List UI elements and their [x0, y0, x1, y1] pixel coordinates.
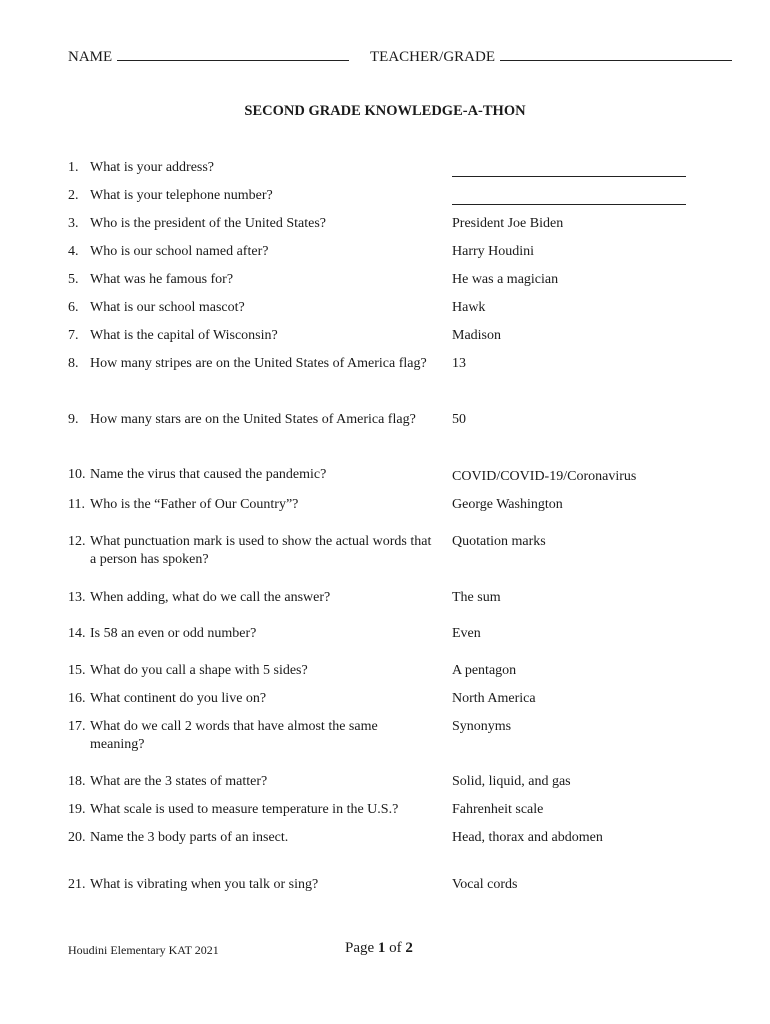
name-field[interactable] [68, 46, 349, 66]
answer-17: Synonyms [452, 719, 512, 734]
answer-15: A pentagon [452, 663, 517, 678]
question-number: 19. [68, 802, 86, 817]
answer-14: Even [452, 626, 481, 641]
question-number: 9. [68, 412, 79, 427]
answer-2-blank-line[interactable] [452, 204, 686, 205]
question-number: 8. [68, 356, 79, 371]
question-number: 21. [68, 877, 86, 892]
question-number: 2. [68, 188, 79, 203]
question-number: 11. [68, 497, 85, 512]
question-text: What are the 3 states of matter? [90, 774, 268, 789]
question-17 [68, 718, 438, 754]
question-number: 6. [68, 300, 79, 315]
answer-7: Madison [452, 328, 501, 343]
page-total: 2 [405, 940, 413, 956]
of-word: of [389, 940, 402, 956]
question-10 [68, 466, 438, 484]
question-21 [68, 876, 438, 894]
answer-10: COVID/COVID-19/Coronavirus [452, 469, 637, 484]
teacher-grade-blank-line[interactable] [500, 46, 732, 61]
question-number: 3. [68, 216, 79, 231]
question-text: What is our school mascot? [90, 300, 245, 315]
question-text: What is vibrating when you talk or sing? [90, 877, 319, 892]
question-number: 1. [68, 160, 79, 175]
question-text: What is your telephone number? [90, 188, 273, 203]
question-text: What punctuation mark is used to show the actual words that a person has spoken? [90, 534, 432, 567]
question-text: What scale is used to measure temperature in the U.S.? [90, 802, 399, 817]
name-label: NAME [68, 49, 113, 65]
question-11 [68, 496, 438, 514]
question-8 [68, 355, 438, 373]
question-text: What was he famous for? [90, 272, 234, 287]
answer-3: President Joe Biden [452, 216, 564, 231]
answer-6: Hawk [452, 300, 486, 315]
question-number: 13. [68, 590, 86, 605]
question-number: 10. [68, 467, 86, 482]
question-text: When adding, what do we call the answer? [90, 590, 331, 605]
answer-11: George Washington [452, 497, 563, 512]
question-18 [68, 773, 438, 791]
question-text: Who is our school named after? [90, 244, 269, 259]
page-current: 1 [377, 940, 386, 956]
footer-school-label: Houdini Elementary KAT 2021 [68, 943, 219, 957]
answer-8: 13 [452, 356, 466, 371]
question-text: Who is the “Father of Our Country”? [90, 497, 299, 512]
question-number: 14. [68, 626, 86, 641]
question-number: 7. [68, 328, 79, 343]
question-15 [68, 662, 438, 680]
page-title: SECOND GRADE KNOWLEDGE-A-THON [244, 103, 526, 119]
answer-1-blank-line[interactable] [452, 176, 686, 177]
question-number: 15. [68, 663, 86, 678]
question-number: 16. [68, 691, 86, 706]
question-text: Name the virus that caused the pandemic? [90, 467, 327, 482]
question-text: What do you call a shape with 5 sides? [90, 663, 308, 678]
answer-18: Solid, liquid, and gas [452, 774, 571, 789]
question-text: Who is the president of the United States? [90, 216, 326, 231]
question-14 [68, 625, 438, 643]
answer-19: Fahrenheit scale [452, 802, 544, 817]
question-number: 20. [68, 830, 86, 845]
answer-12: Quotation marks [452, 534, 546, 549]
question-text: What do we call 2 words that have almost the same meaning? [90, 719, 378, 752]
page-word: Page [345, 940, 375, 956]
question-19 [68, 801, 438, 819]
question-2 [68, 187, 438, 205]
question-16 [68, 690, 438, 708]
answer-4: Harry Houdini [452, 244, 535, 259]
answer-5: He was a magician [452, 272, 559, 287]
question-1 [68, 159, 438, 177]
question-number: 12. [68, 534, 86, 549]
question-number: 5. [68, 272, 79, 287]
teacher-grade-label: TEACHER/GRADE [370, 49, 495, 65]
question-number: 17. [68, 719, 86, 734]
question-4 [68, 243, 438, 261]
question-number: 18. [68, 774, 86, 789]
question-text: What is the capital of Wisconsin? [90, 328, 278, 343]
question-20 [68, 829, 438, 847]
teacher-grade-field[interactable] [370, 46, 732, 66]
question-number: 4. [68, 244, 79, 259]
question-9 [68, 411, 438, 429]
question-text: How many stars are on the United States of America flag? [90, 412, 416, 427]
question-5 [68, 271, 438, 289]
question-text: How many stripes are on the United States of America flag? [90, 356, 427, 371]
answer-21: Vocal cords [452, 877, 518, 892]
question-text: Is 58 an even or odd number? [90, 626, 257, 641]
answer-20: Head, thorax and abdomen [452, 830, 603, 845]
name-blank-line[interactable] [117, 46, 349, 61]
question-3 [68, 215, 438, 233]
question-13 [68, 589, 438, 607]
question-7 [68, 327, 438, 345]
answer-16: North America [452, 691, 536, 706]
question-text: What continent do you live on? [90, 691, 267, 706]
question-text: Name the 3 body parts of an insect. [90, 830, 289, 845]
question-12 [68, 533, 438, 569]
answer-9: 50 [452, 412, 466, 427]
question-6 [68, 299, 438, 317]
page-number [345, 940, 413, 957]
question-text: What is your address? [90, 160, 215, 175]
answer-13: The sum [452, 590, 501, 605]
